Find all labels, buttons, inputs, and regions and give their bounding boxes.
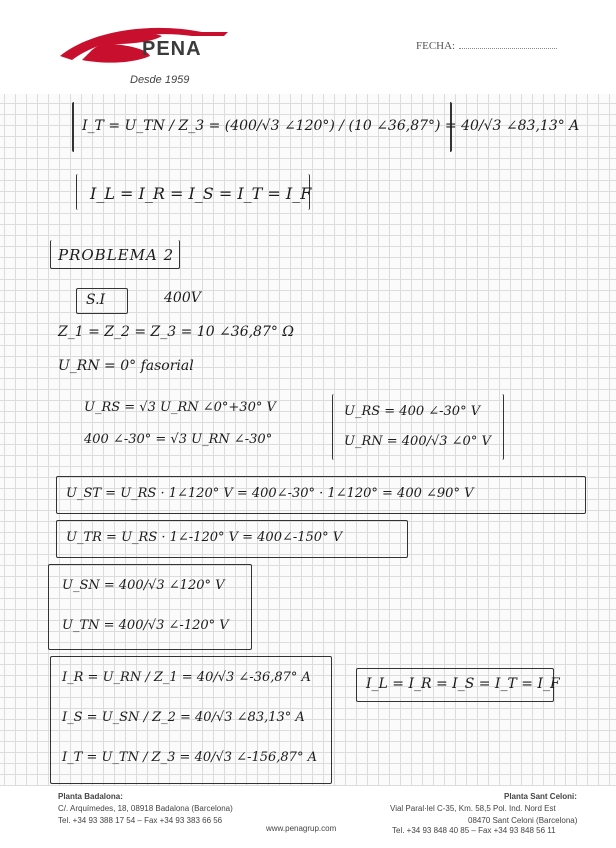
footer-right-title: Planta Sant Celoni: — [504, 792, 577, 801]
usn-utn-box — [48, 564, 252, 650]
footer-right-phone: Tel. +34 93 848 40 85 – Fax +34 93 848 56 11 — [392, 826, 556, 835]
utn-equation: U_TN = 400/√3 ∠-120° V — [62, 618, 229, 633]
line-currents-2: I_L = I_R = I_S = I_T = I_F — [366, 676, 560, 692]
ir-equation: I_R = U_RN / Z_1 = 40/√3 ∠-36,87° A — [62, 670, 311, 685]
urs-equation: U_RS = √3 U_RN ∠0°+30° V — [84, 400, 276, 415]
it-equation: I_T = U_TN / Z_3 = 40/√3 ∠-156,87° A — [62, 750, 317, 765]
utr-equation: U_TR = U_RS · 1∠-120° V = 400∠-150° V — [66, 530, 343, 545]
footer-left-address: C/. Arquímedes, 18, 08918 Badalona (Barcelona) — [58, 804, 233, 813]
urn-result: U_RN = 400/√3 ∠0° V — [344, 434, 491, 449]
urs-substitution: 400 ∠-30° = √3 U_RN ∠-30° — [84, 432, 273, 447]
date-line — [459, 48, 557, 49]
letterhead — [0, 0, 616, 94]
is-equation: I_S = U_SN / Z_2 = 40/√3 ∠83,13° A — [62, 710, 305, 725]
footer-left-title: Planta Badalona: — [58, 792, 123, 801]
usn-equation: U_SN = 400/√3 ∠120° V — [62, 578, 225, 593]
footer-right-address: Vial Paral·lel C-35, Km. 58,5 Pol. Ind. Nord Est — [390, 804, 556, 813]
footer-left-phone: Tel. +34 93 388 17 54 – Fax +34 93 383 66 56 — [58, 816, 223, 825]
urs-result: U_RS = 400 ∠-30° V — [344, 404, 481, 419]
footer-website: www.penagrup.com — [266, 824, 337, 833]
ust-equation: U_ST = U_RS · 1∠120° V = 400∠-30° · 1∠120° = 400 ∠90° V — [66, 486, 474, 501]
date-label: FECHA: — [416, 40, 456, 52]
si-label: S.I — [86, 292, 106, 308]
date-field — [416, 40, 557, 52]
it-formula: I_T = U_TN / Z_3 = (400/√3 ∠120°) / (10 ∠36,87°) = 40/√3 ∠83,13° A — [82, 118, 580, 134]
footer-right-city: 08470 Sant Celoni (Barcelona) — [468, 816, 578, 825]
urn-reference: U_RN = 0° fasorial — [58, 358, 194, 374]
brand-name: PENA — [142, 38, 202, 60]
problem-title: PROBLEMA 2 — [58, 246, 175, 264]
si-value: 400V — [164, 290, 201, 306]
line-currents: I_L = I_R = I_S = I_T = I_F — [90, 184, 312, 203]
impedances: Z_1 = Z_2 = Z_3 = 10 ∠36,87° Ω — [58, 324, 294, 340]
letterhead-footer — [0, 786, 616, 848]
brand-tagline: Desde 1959 — [130, 74, 190, 86]
